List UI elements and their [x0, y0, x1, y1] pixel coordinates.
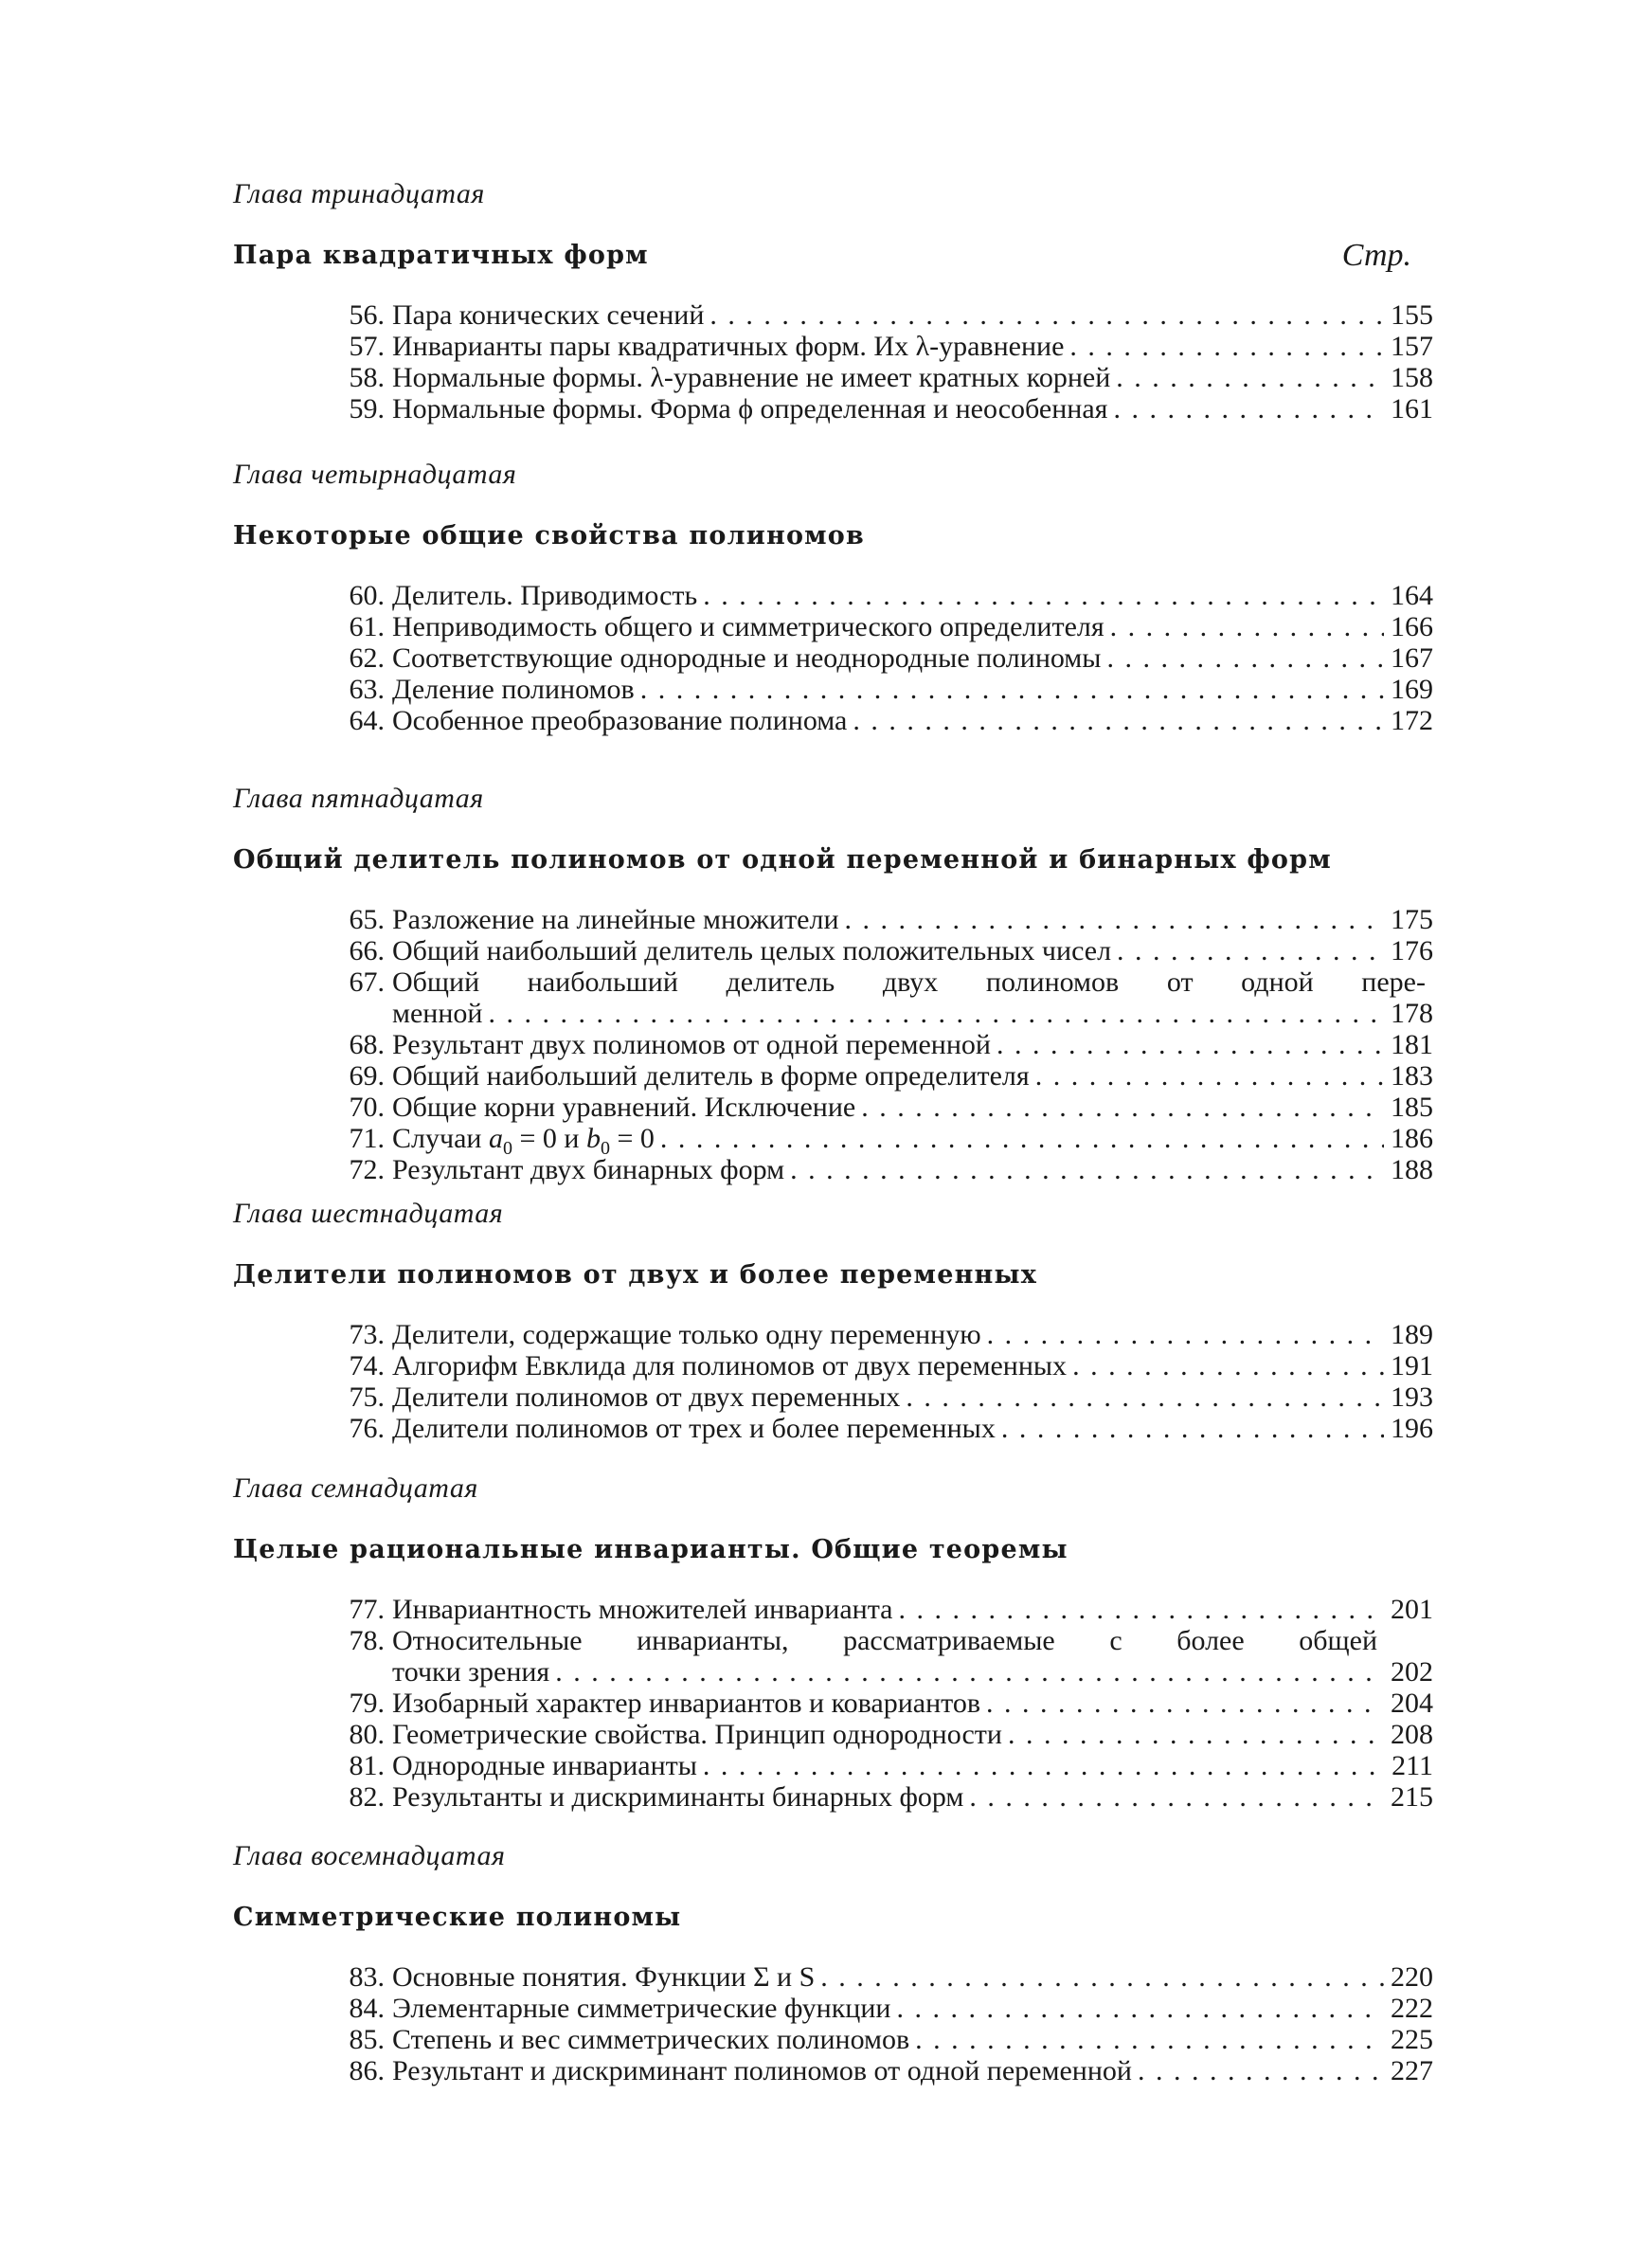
chapter-title: Целые рациональные инварианты. Общие теоремы [233, 1535, 1068, 1564]
leader-dots [709, 299, 1384, 331]
entry-page: 220 [1391, 1961, 1433, 1993]
entry-title: Соответствующие однородные и неоднородные полиномы [392, 642, 1102, 674]
entry-number: 75. [349, 1381, 385, 1413]
toc-entry-continuation [332, 998, 1433, 1029]
entry-number: 58. [349, 362, 385, 393]
subscript: 0 [502, 1138, 512, 1159]
chapter-13 [233, 178, 1455, 424]
leader-dots [703, 580, 1384, 611]
entry-title: Общий наибольший делитель в форме определителя [392, 1060, 1030, 1092]
entry-page: 161 [1391, 393, 1433, 424]
entry-number: 86. [349, 2055, 385, 2086]
entry-page: 204 [1391, 1688, 1433, 1719]
leader-dots [1110, 611, 1384, 642]
entry-title: Относительные инварианты, рассматриваемые с более общей [392, 1625, 1377, 1656]
entry-page: 167 [1391, 642, 1433, 674]
chapter-title-row [233, 1258, 1455, 1292]
toc-entry [332, 1060, 1433, 1092]
entry-title: точки зрения [392, 1656, 550, 1688]
leader-dots [1138, 2055, 1384, 2086]
entry-title: Алгорифм Евклида для полиномов от двух переменных [392, 1350, 1068, 1381]
entry-number: 67. [349, 966, 385, 998]
entry-list [332, 904, 1433, 1185]
toc-entry [332, 1750, 1433, 1781]
entry-page: 227 [1391, 2055, 1433, 2086]
chapter-15 [233, 783, 1455, 1185]
toc-entry [332, 393, 1433, 424]
chapter-title: Пара квадратичных форм [233, 241, 649, 270]
entry-page: 211 [1392, 1750, 1433, 1781]
chapter-16 [233, 1198, 1455, 1444]
entry-number: 79. [349, 1688, 385, 1719]
leader-dots [660, 1123, 1384, 1154]
leader-dots [987, 1319, 1384, 1350]
entry-number: 56. [349, 299, 385, 331]
leader-dots [1106, 642, 1384, 674]
leader-dots [1113, 393, 1384, 424]
leader-dots [1035, 1060, 1384, 1092]
entry-page: 186 [1391, 1123, 1433, 1154]
chapter-14 [233, 459, 1455, 736]
entry-page: 169 [1391, 674, 1433, 705]
entry-number: 74. [349, 1350, 385, 1381]
entry-title: Общие корни уравнений. Исключение [392, 1092, 856, 1123]
toc-entry [332, 1625, 1433, 1656]
entry-number: 66. [349, 935, 385, 966]
entry-page: 208 [1391, 1719, 1433, 1750]
entry-number: 77. [349, 1594, 385, 1625]
entry-page: 157 [1391, 331, 1433, 362]
entry-number: 83. [349, 1961, 385, 1993]
entry-title: Деление полиномов [392, 674, 635, 705]
entry-title: Результант двух бинарных форм [392, 1154, 785, 1185]
toc-entry [332, 1993, 1433, 2024]
chapter-17 [233, 1472, 1455, 1813]
chapter-label: Глава пятнадцатая [233, 783, 484, 814]
entry-page: 183 [1391, 1060, 1433, 1092]
entry-number: 68. [349, 1029, 385, 1060]
formula-text: Случаи a [392, 1123, 503, 1154]
entry-title: Делители полиномов от двух переменных [392, 1381, 901, 1413]
toc-entry [332, 2024, 1433, 2055]
entry-page: 172 [1391, 705, 1433, 736]
leader-dots [820, 1961, 1384, 1993]
chapter-label: Глава шестнадцатая [233, 1198, 504, 1229]
chapter-title: Общий делитель полиномов от одной переменной и бинарных форм [233, 845, 1332, 875]
entry-page: 191 [1391, 1350, 1433, 1381]
entry-page: 196 [1391, 1413, 1433, 1444]
entry-title: Нормальные формы. λ-уравнение не имеет кратных корней [392, 362, 1111, 393]
entry-title: Пара конических сечений [392, 299, 705, 331]
toc-entry [332, 1154, 1433, 1185]
entry-page: 166 [1391, 611, 1433, 642]
toc-entry [332, 1123, 1433, 1159]
leader-dots [555, 1656, 1384, 1688]
chapter-title-row [233, 1901, 1455, 1935]
leader-dots [915, 2024, 1384, 2055]
toc-entry [332, 331, 1433, 362]
toc-entry [332, 1092, 1433, 1123]
entry-number: 76. [349, 1413, 385, 1444]
entry-number: 63. [349, 674, 385, 705]
leader-dots [790, 1154, 1384, 1185]
entry-title: Инварианты пары квадратичных форм. Их λ-уравнение [392, 331, 1065, 362]
chapter-label: Глава тринадцатая [233, 178, 485, 209]
entry-page: 193 [1391, 1381, 1433, 1413]
chapter-title-row [233, 239, 1455, 273]
entry-page: 225 [1391, 2024, 1433, 2055]
subscript: 0 [600, 1138, 610, 1159]
entry-number: 69. [349, 1060, 385, 1092]
entry-page: 202 [1391, 1656, 1433, 1688]
chapter-title: Симметрические полиномы [233, 1903, 682, 1932]
leader-dots [1069, 331, 1384, 362]
leader-dots [1008, 1719, 1384, 1750]
entry-title: Делители полиномов от трех и более переменных [392, 1413, 996, 1444]
toc-entry [332, 1719, 1433, 1750]
entry-page: 178 [1391, 998, 1433, 1029]
entry-title: Делители, содержащие только одну переменную [392, 1319, 981, 1350]
entry-title: Общий наибольший делитель двух полиномов от одной пере- [392, 966, 1426, 998]
entry-list [332, 1319, 1433, 1444]
leader-dots [861, 1092, 1384, 1123]
entry-page: 222 [1391, 1993, 1433, 2024]
entry-page: 176 [1391, 935, 1433, 966]
toc-entry [332, 299, 1433, 331]
entry-page: 164 [1391, 580, 1433, 611]
toc-entry [332, 1029, 1433, 1060]
entry-number: 81. [349, 1750, 385, 1781]
entry-page: 215 [1391, 1781, 1433, 1813]
toc-entry [332, 705, 1433, 736]
toc-entry [332, 1594, 1433, 1625]
entry-number: 61. [349, 611, 385, 642]
entry-number: 73. [349, 1319, 385, 1350]
leader-dots [969, 1781, 1384, 1813]
entry-number: 82. [349, 1781, 385, 1813]
toc-entry [332, 935, 1433, 966]
entry-title: Нормальные формы. Форма ϕ определенная и неособенная [392, 393, 1108, 424]
entry-number: 78. [349, 1625, 385, 1656]
leader-dots [853, 705, 1384, 736]
entry-title: Элементарные симметрические функции [392, 1993, 891, 2024]
toc-entry [332, 1381, 1433, 1413]
entry-page: 175 [1391, 904, 1433, 935]
chapter-title-row [233, 843, 1455, 877]
leader-dots [640, 674, 1384, 705]
entry-title: Общий наибольший делитель целых положительных чисел [392, 935, 1112, 966]
entry-number: 85. [349, 2024, 385, 2055]
entry-title: Результанты и дискриминанты бинарных форм [392, 1781, 964, 1813]
entry-title: Основные понятия. Функции Σ и S [392, 1961, 816, 1993]
formula-text: = 0 [609, 1123, 655, 1154]
chapter-title-row [233, 519, 1455, 553]
leader-dots [703, 1750, 1384, 1781]
entry-list [332, 1594, 1433, 1813]
toc-entry [332, 1961, 1433, 1993]
toc-entry [332, 1781, 1433, 1813]
chapter-18 [233, 1840, 1455, 2086]
formula-text: = 0 и b [512, 1123, 601, 1154]
entry-title: Инвариантность множителей инварианта [392, 1594, 893, 1625]
leader-dots [488, 998, 1384, 1029]
entry-title: Неприводимость общего и симметрического определителя [392, 611, 1104, 642]
entry-number: 84. [349, 1993, 385, 2024]
entry-title: Разложение на линейные множители [392, 904, 839, 935]
entry-title: Результант двух полиномов от одной переменной [392, 1029, 991, 1060]
entry-page: 189 [1391, 1319, 1433, 1350]
entry-list [332, 1961, 1433, 2086]
leader-dots [1117, 935, 1384, 966]
toc-entry [332, 362, 1433, 393]
leader-dots [906, 1381, 1384, 1413]
entry-number: 71. [349, 1123, 385, 1154]
entry-page: 188 [1391, 1154, 1433, 1185]
entry-title: Особенное преобразование полинома [392, 705, 848, 736]
entry-title: Степень и вес симметрических полиномов [392, 2024, 910, 2055]
leader-dots [845, 904, 1384, 935]
entry-title: Делитель. Приводимость [392, 580, 698, 611]
leader-dots [997, 1029, 1384, 1060]
entry-number: 60. [349, 580, 385, 611]
toc-entry [332, 674, 1433, 705]
entry-number: 59. [349, 393, 385, 424]
toc-entry [332, 1350, 1433, 1381]
page-column-header: Стр. [1341, 238, 1411, 273]
entry-page: 158 [1391, 362, 1433, 393]
toc-entry [332, 966, 1433, 998]
toc-entry [332, 904, 1433, 935]
entry-page: 181 [1391, 1029, 1433, 1060]
chapter-title-row [233, 1533, 1455, 1567]
entry-number: 62. [349, 642, 385, 674]
toc-entry [332, 1688, 1433, 1719]
entry-title: менной [392, 998, 483, 1029]
entry-title: Изобарный характер инвариантов и ковариантов [392, 1688, 981, 1719]
entry-number: 80. [349, 1719, 385, 1750]
entry-number: 57. [349, 331, 385, 362]
entry-title: Однородные инварианты [392, 1750, 697, 1781]
entry-number: 72. [349, 1154, 385, 1185]
leader-dots [1001, 1413, 1384, 1444]
chapter-label: Глава восемнадцатая [233, 1840, 506, 1871]
toc-entry [332, 611, 1433, 642]
toc-entry [332, 1413, 1433, 1444]
leader-dots [986, 1688, 1384, 1719]
chapter-label: Глава четырнадцатая [233, 459, 517, 490]
entry-title [392, 1123, 655, 1159]
entry-number: 65. [349, 904, 385, 935]
toc-entry-continuation [332, 1656, 1433, 1688]
entry-number: 64. [349, 705, 385, 736]
entry-page: 155 [1391, 299, 1433, 331]
entry-number: 70. [349, 1092, 385, 1123]
toc-entry [332, 1319, 1433, 1350]
chapter-label: Глава семнадцатая [233, 1472, 478, 1504]
leader-dots [896, 1993, 1384, 2024]
entry-title: Результант и дискриминант полиномов от одной переменной [392, 2055, 1132, 2086]
entry-title: Геометрические свойства. Принцип однородности [392, 1719, 1002, 1750]
leader-dots [1072, 1350, 1384, 1381]
chapter-title: Делители полиномов от двух и более переменных [233, 1260, 1038, 1290]
leader-dots [1116, 362, 1384, 393]
entry-list [332, 299, 1433, 424]
entry-list [332, 580, 1433, 736]
toc-entry [332, 2055, 1433, 2086]
toc-entry [332, 642, 1433, 674]
entry-page: 201 [1391, 1594, 1433, 1625]
leader-dots [899, 1594, 1384, 1625]
toc-entry [332, 580, 1433, 611]
entry-page: 185 [1391, 1092, 1433, 1123]
chapter-title: Некоторые общие свойства полиномов [233, 521, 865, 551]
